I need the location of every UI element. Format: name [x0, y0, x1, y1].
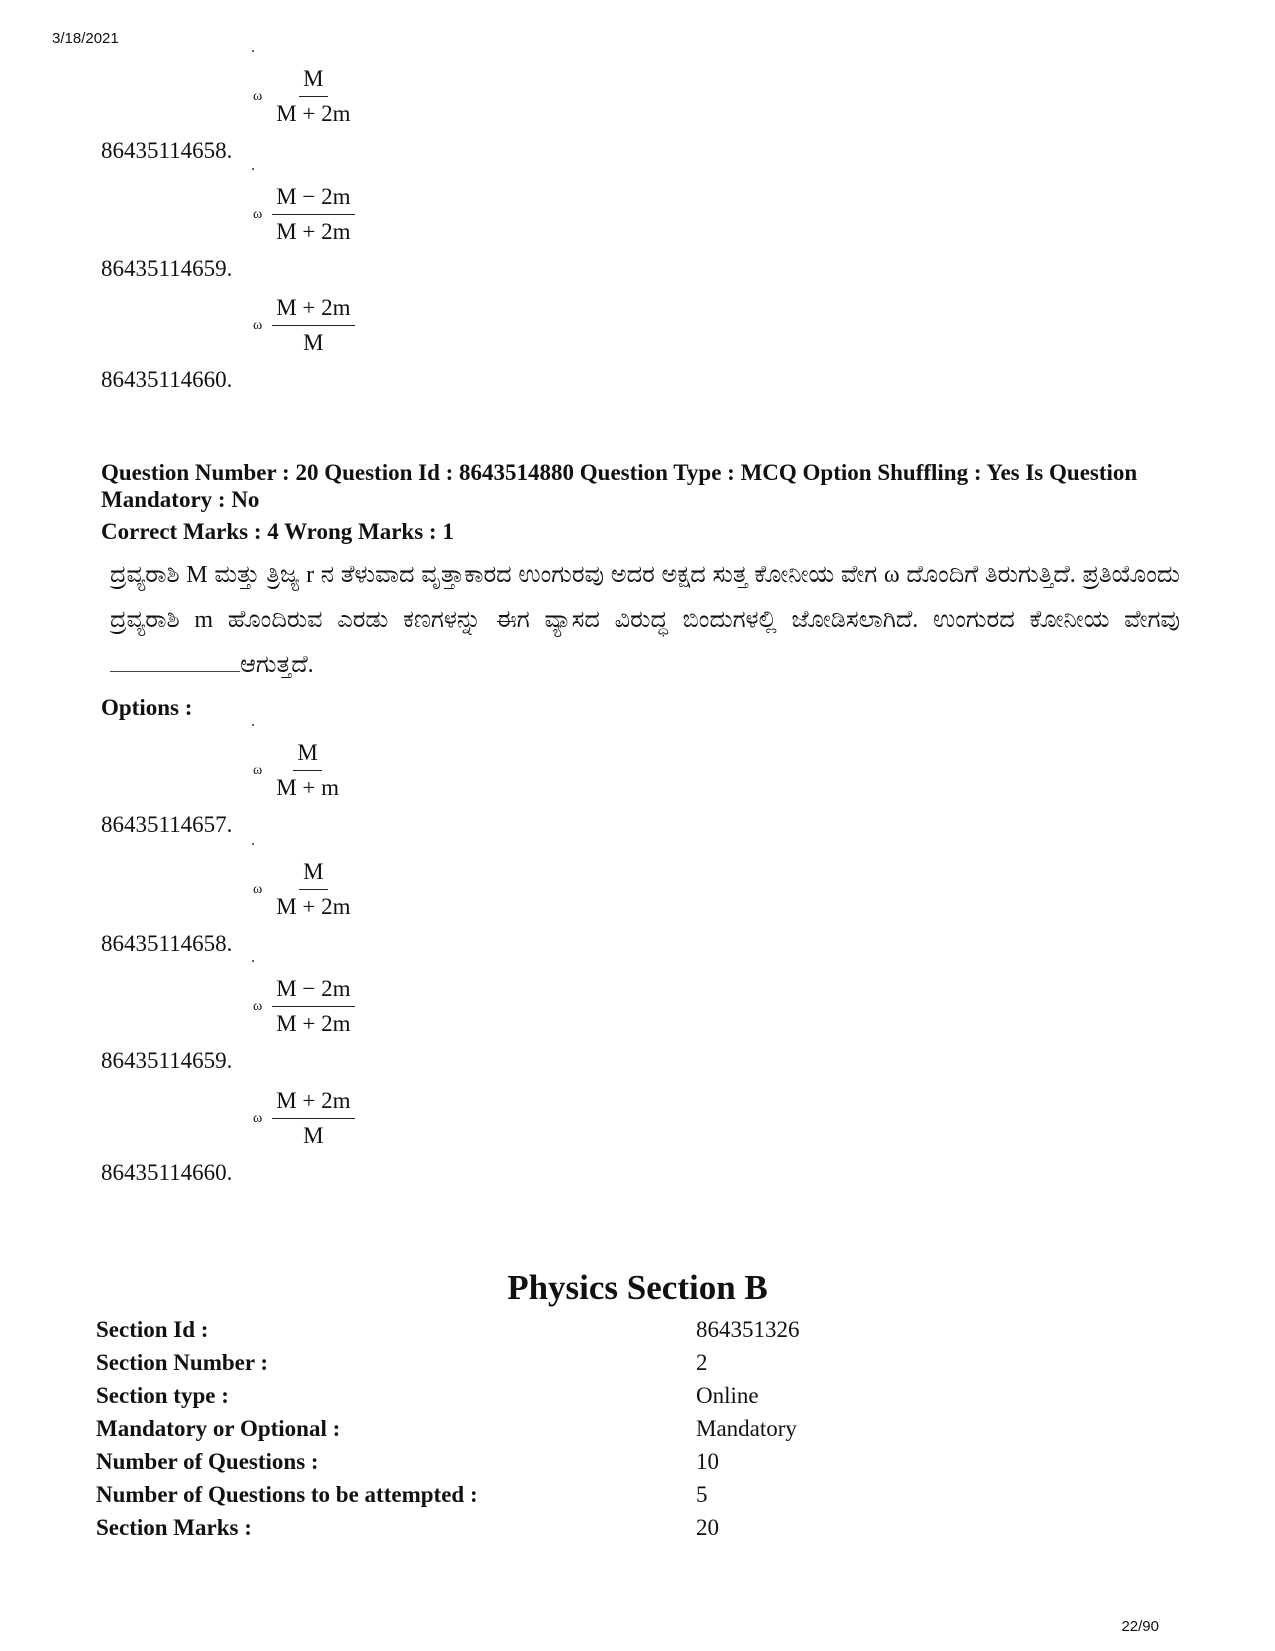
section-value: Online	[696, 1383, 759, 1408]
answer-blank	[110, 649, 240, 672]
option-formula	[253, 738, 343, 803]
option-dot	[252, 724, 254, 726]
question-text-part2: ಆಗುತ್ತದೆ.	[240, 652, 314, 678]
fraction	[272, 182, 354, 247]
section-key: Section Marks :	[96, 1515, 252, 1540]
section-row	[96, 1313, 1096, 1346]
section-value: Mandatory	[696, 1416, 797, 1441]
fraction-numerator: M − 2m	[272, 182, 354, 215]
option-id: 86435114658.	[101, 138, 233, 163]
section-key: Section Id :	[96, 1317, 209, 1342]
fraction-numerator: M	[293, 738, 321, 771]
fraction-denominator: M + 2m	[276, 894, 351, 919]
option-dot	[252, 843, 254, 845]
option-item	[101, 843, 601, 955]
fraction	[272, 974, 354, 1039]
omega-symbol: ω	[253, 206, 263, 222]
section-row	[96, 1346, 1096, 1379]
fraction-denominator: M + m	[276, 775, 340, 800]
fraction-numerator: M	[299, 64, 327, 97]
option-dot	[252, 960, 254, 962]
section-row	[96, 1379, 1096, 1412]
option-id: 86435114657.	[101, 812, 233, 837]
option-formula	[253, 182, 355, 247]
fraction	[272, 293, 354, 358]
section-key: Number of Questions :	[96, 1449, 319, 1474]
option-item	[101, 279, 601, 391]
section-value: 2	[696, 1350, 708, 1375]
section-title: Physics Section B	[507, 1268, 768, 1307]
fraction-denominator: M + 2m	[276, 1011, 351, 1036]
option-id: 86435114659.	[101, 1048, 233, 1073]
option-id: 86435114659.	[101, 256, 233, 281]
option-formula	[253, 974, 355, 1039]
fraction-denominator: M + 2m	[276, 101, 351, 126]
fraction-numerator: M + 2m	[272, 293, 354, 326]
option-id: 86435114658.	[101, 931, 233, 956]
omega-symbol: ω	[253, 88, 263, 104]
section-key: Section type :	[96, 1383, 229, 1408]
question-meta: Question Number : 20 Question Id : 8643514880 Question Type : MCQ Option Shuffling : Yes Is Question Mandatory : No	[101, 460, 1138, 512]
option-id: 86435114660.	[101, 367, 233, 392]
section-value: 5	[696, 1482, 708, 1507]
section-key: Mandatory or Optional :	[96, 1416, 341, 1441]
option-formula	[253, 857, 355, 922]
option-dot	[252, 168, 254, 170]
section-value: 10	[696, 1449, 719, 1474]
fraction-denominator: M	[303, 330, 324, 355]
question-text-part1: ದ್ರವ್ಯರಾಶಿ M ಮತ್ತು ತ್ರಿಜ್ಯ r ನ ತೆಳುವಾದ ವೃತ್ತಾಕಾರದ ಉಂಗುರವು ಅದರ ಅಕ್ಷದ ಸುತ್ತ ಕೋನೀಯ ವೇಗ ω ದೊಂದಿಗೆ ತಿರುಗುತ್ತಿದೆ. ಪ್ರತಿಯೊಂದು ದ್ರವ್ಯರಾಶಿ m ಹೊಂದಿರುವ ಎರಡು ಕಣಗಳನ್ನು ಈಗ ವ್ಯಾಸದ ವಿರುದ್ಧ ಬಿಂದುಗಳಲ್ಲಿ ಜೋಡಿಸಲಾಗಿದೆ. ಉಂಗುರದ ಕೋನೀಯ ವೇಗವು	[110, 562, 1180, 633]
section-key: Number of Questions to be attempted :	[96, 1482, 478, 1507]
option-item	[101, 1072, 601, 1184]
section-row	[96, 1511, 1096, 1544]
omega-symbol: ω	[253, 998, 263, 1014]
option-formula	[253, 293, 355, 358]
option-item	[101, 168, 601, 280]
option-id: 86435114660.	[101, 1160, 233, 1185]
question-marks: Correct Marks : 4 Wrong Marks : 1	[101, 519, 454, 544]
option-formula	[253, 64, 355, 129]
question-text	[110, 553, 1180, 688]
option-item	[101, 50, 601, 162]
section-key: Section Number :	[96, 1350, 269, 1375]
omega-symbol: ω	[253, 317, 263, 333]
fraction	[272, 738, 343, 803]
section-row	[96, 1478, 1096, 1511]
fraction-numerator: M − 2m	[272, 974, 354, 1007]
fraction-denominator: M + 2m	[276, 219, 351, 244]
print-date: 3/18/2021	[52, 30, 119, 47]
section-value: 864351326	[696, 1317, 800, 1342]
option-dot	[252, 50, 254, 52]
section-row	[96, 1412, 1096, 1445]
fraction	[272, 64, 354, 129]
omega-symbol: ω	[253, 1110, 263, 1126]
omega-symbol: ω	[253, 762, 263, 778]
omega-symbol: ω	[253, 881, 263, 897]
section-info-table	[96, 1313, 1096, 1544]
section-row	[96, 1445, 1096, 1478]
option-item	[101, 724, 601, 836]
fraction	[272, 1086, 354, 1151]
option-item	[101, 960, 601, 1072]
fraction-numerator: M	[299, 857, 327, 890]
option-formula	[253, 1086, 355, 1151]
fraction-numerator: M + 2m	[272, 1086, 354, 1119]
page-number: 22/90	[1121, 1618, 1159, 1635]
fraction	[272, 857, 354, 922]
section-value: 20	[696, 1515, 719, 1540]
options-label: Options :	[101, 695, 193, 720]
fraction-denominator: M	[303, 1123, 324, 1148]
